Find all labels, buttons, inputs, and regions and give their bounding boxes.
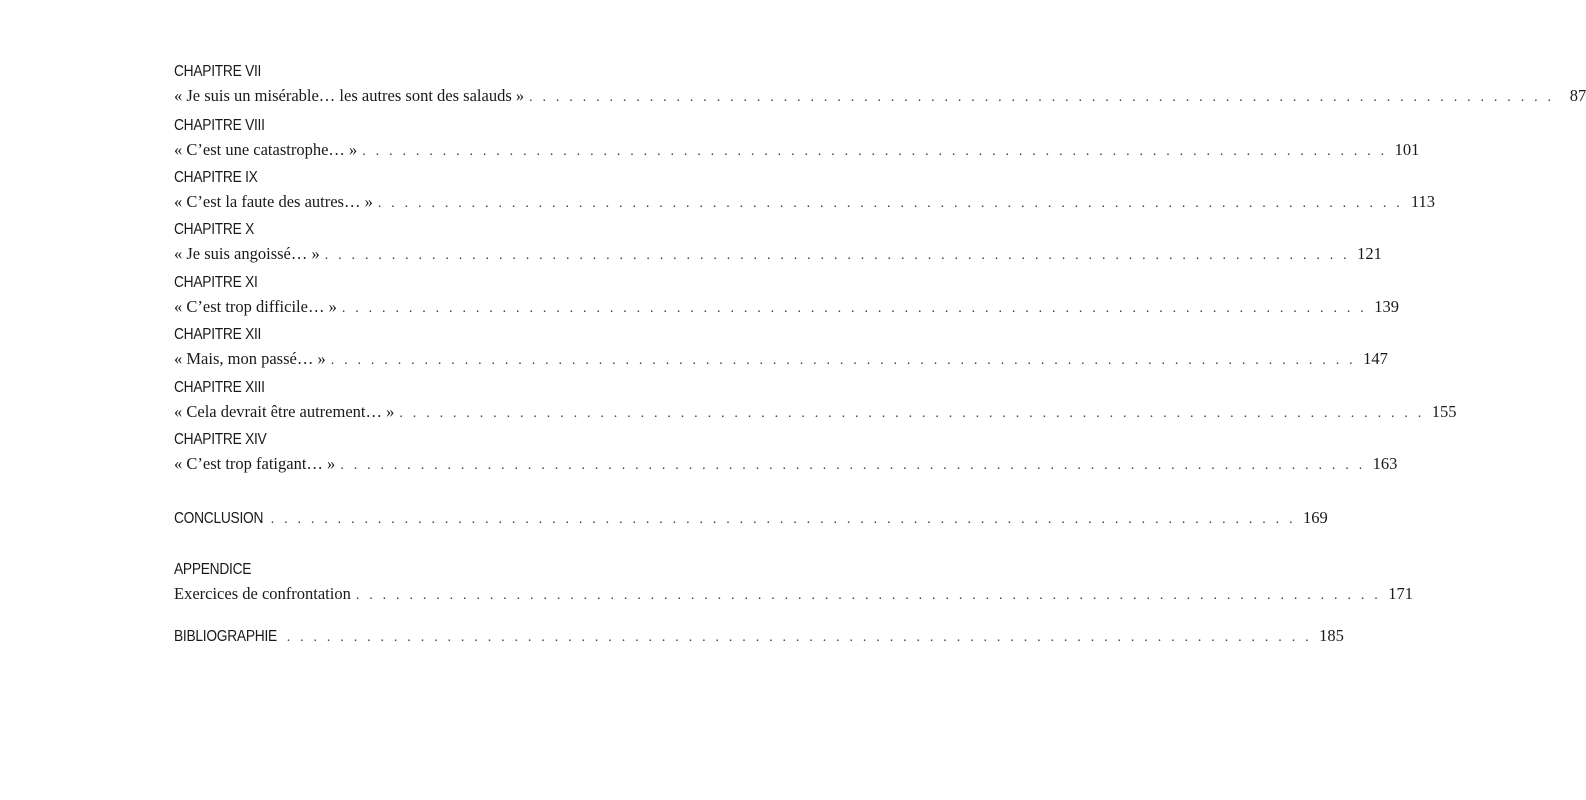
page-number: 147 (1363, 349, 1388, 368)
chapter-heading: CHAPITRE XII (174, 326, 262, 343)
leader-dots: . . . . . . . . . . . . . . . . . . . . . . . . . . . . . . . . . . . . . . . . . . . . . . . . . . . . . . . . . . . . . . . . . . . . . . . . . . . . . (529, 90, 1555, 105)
toc-entry (174, 581, 1413, 607)
page-number: 155 (1431, 402, 1457, 421)
leader-dots: . . . . . . . . . . . . . . . . . . . . . . . . . . . . . . . . . . . . . . . . . . . . . . . . . . . . . . . . . . . . . . . . . . . . . . . . . . . . . (270, 512, 1296, 527)
page-number: 185 (1319, 626, 1344, 645)
page-number: 113 (1410, 192, 1435, 211)
toc-conclusion (174, 505, 1328, 531)
leader-dots: . . . . . . . . . . . . . . . . . . . . . . . . . . . . . . . . . . . . . . . . . . . . . . . . . . . . . . . . . . . . . . . . . . . . . . . . . . . . . (286, 630, 1312, 645)
toc-chapter-12 (174, 324, 1388, 372)
appendix-heading: APPENDICE (174, 561, 252, 578)
leader-dots: . . . . . . . . . . . . . . . . . . . . . . . . . . . . . . . . . . . . . . . . . . . . . . . . . . . . . . . . . . . . . . . . . . . . . . . . . . . . . (340, 458, 1366, 473)
toc-chapter-14 (174, 429, 1398, 477)
page-number: 101 (1394, 140, 1420, 159)
toc-entry (174, 451, 1398, 477)
toc-entry (174, 241, 1382, 267)
chapter-title: « Mais, mon passé… » (174, 349, 326, 368)
chapter-heading: CHAPITRE VII (174, 63, 262, 80)
page-number: 121 (1357, 244, 1382, 263)
table-of-contents (174, 0, 1586, 800)
bibliography-label: BIBLIOGRAPHIE (174, 628, 277, 645)
toc-entry (174, 399, 1457, 425)
leader-dots: . . . . . . . . . . . . . . . . . . . . . . . . . . . . . . . . . . . . . . . . . . . . . . . . . . . . . . . . . . . . . . . . . . . . . . . . . . . . . (341, 301, 1367, 316)
chapter-title: « Je suis angoissé… » (174, 244, 320, 263)
leader-dots: . . . . . . . . . . . . . . . . . . . . . . . . . . . . . . . . . . . . . . . . . . . . . . . . . . . . . . . . . . . . . . . . . . . . . . . . . . . . . (355, 588, 1381, 603)
chapter-title: « C’est une catastrophe… » (174, 140, 358, 159)
chapter-heading: CHAPITRE VIII (174, 117, 265, 134)
chapter-title: « C’est la faute des autres… » (174, 192, 373, 211)
toc-appendix (174, 559, 1413, 607)
chapter-heading: CHAPITRE XIII (174, 379, 265, 396)
page-number: 87 (1569, 86, 1586, 105)
toc-entry (174, 346, 1388, 372)
leader-dots: . . . . . . . . . . . . . . . . . . . . . . . . . . . . . . . . . . . . . . . . . . . . . . . . . . . . . . . . . . . . . . . . . . . . . . . . . . . . . (330, 353, 1356, 368)
chapter-heading: CHAPITRE XIV (174, 431, 267, 448)
chapter-title: « C’est trop fatigant… » (174, 454, 336, 473)
page-number: 169 (1303, 508, 1328, 527)
page-number: 163 (1372, 454, 1398, 473)
chapter-heading: CHAPITRE XI (174, 274, 258, 291)
toc-entry (174, 623, 1344, 649)
toc-chapter-10 (174, 219, 1382, 267)
appendix-title: Exercices de confrontation (174, 584, 351, 603)
toc-chapter-9 (174, 167, 1435, 215)
leader-dots: . . . . . . . . . . . . . . . . . . . . . . . . . . . . . . . . . . . . . . . . . . . . . . . . . . . . . . . . . . . . . . . . . . . . . . . . . . . . . (324, 248, 1350, 263)
chapter-title: « C’est trop difficile… » (174, 297, 337, 316)
toc-bibliography (174, 623, 1344, 649)
toc-entry (174, 83, 1586, 109)
leader-dots: . . . . . . . . . . . . . . . . . . . . . . . . . . . . . . . . . . . . . . . . . . . . . . . . . . . . . . . . . . . . . . . . . . . . . . . . . . . . . (362, 144, 1388, 159)
chapter-title: « Cela devrait être autrement… » (174, 402, 395, 421)
toc-chapter-7 (174, 61, 1586, 109)
toc-entry (174, 294, 1399, 320)
leader-dots: . . . . . . . . . . . . . . . . . . . . . . . . . . . . . . . . . . . . . . . . . . . . . . . . . . . . . . . . . . . . . . . . . . . . . . . . . . . . . (377, 196, 1403, 211)
toc-chapter-11 (174, 272, 1399, 320)
conclusion-label: CONCLUSION (174, 510, 264, 527)
leader-dots: . . . . . . . . . . . . . . . . . . . . . . . . . . . . . . . . . . . . . . . . . . . . . . . . . . . . . . . . . . . . . . . . . . . . . . . . . . . . . (399, 406, 1425, 421)
chapter-title: « Je suis un misérable… les autres sont des salauds » (174, 86, 525, 105)
chapter-heading: CHAPITRE X (174, 221, 255, 238)
toc-entry (174, 505, 1328, 531)
toc-chapter-13 (174, 377, 1457, 425)
page-number: 139 (1374, 297, 1399, 316)
chapter-heading: CHAPITRE IX (174, 169, 258, 186)
toc-chapter-8 (174, 115, 1420, 163)
toc-entry (174, 137, 1420, 163)
toc-entry (174, 189, 1435, 215)
page-number: 171 (1388, 584, 1413, 603)
